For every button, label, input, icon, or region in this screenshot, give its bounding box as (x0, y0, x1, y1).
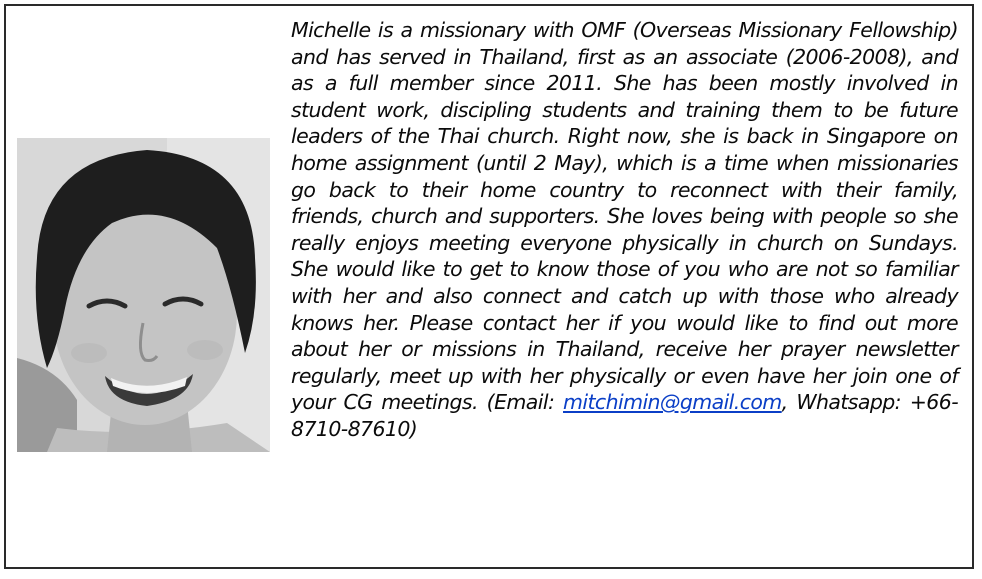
bio-text: Michelle is a missionary with OMF (Overseas Missionary Fellowship) and has served in Thailand, first as an associate (2006-2008), and as a full member since 2011. She has been mostly involved in student work, discipling students and training them to be future leaders of the Thai church. Right now, she is back in Singapore on home assignment (until 2 May), which is a time when missionaries go back to their home country to reconnect with their family, friends, church and supporters. She loves being with people so she really enjoys meeting everyone physically in church on Sundays. She would like to get to know those of you who are not so familiar with her and also connect and catch up with those who already knows her. Please contact her if you would like to find out more about her or missions in Thailand, receive her prayer newsletter regularly, meet up with her physically or even have her join one of your CG meetings. (Email: (291, 18, 958, 415)
profile-card (4, 4, 974, 569)
portrait-photo (17, 138, 270, 452)
portrait-photo-icon (17, 138, 270, 452)
bio-paragraph (291, 17, 958, 443)
bio-contact-text: , Whatsapp: +66-8710-87610) (291, 390, 958, 441)
email-link[interactable]: mitchimin@gmail.com (563, 390, 782, 415)
